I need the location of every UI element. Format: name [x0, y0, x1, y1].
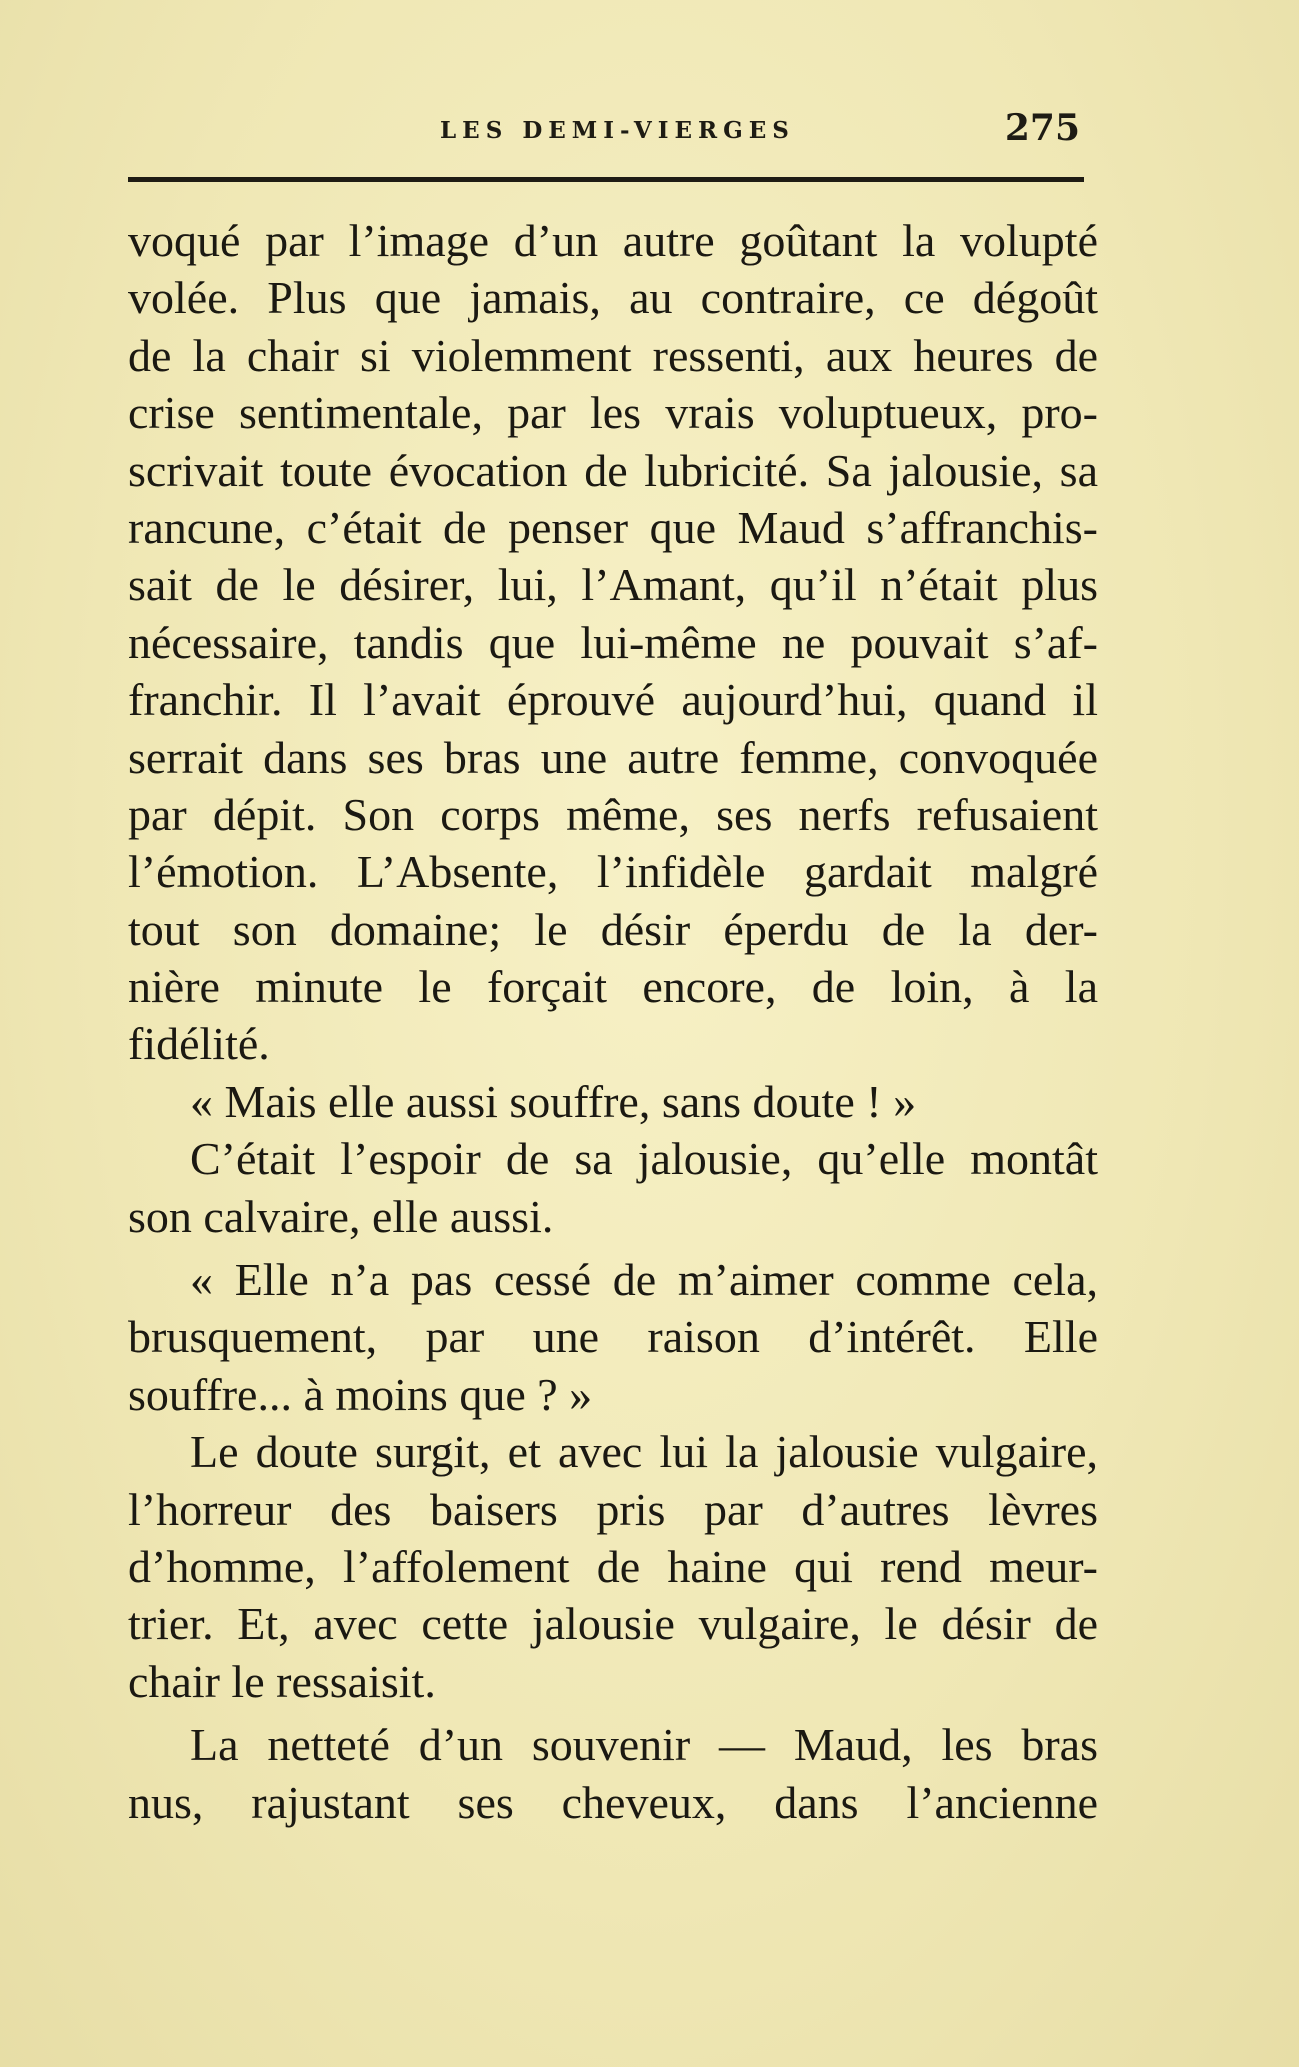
- text-line: fidélité.: [128, 1018, 270, 1070]
- text-line: crise sentimentale, par les vrais voluptueux, pro-: [128, 387, 1098, 439]
- text-line: l’émotion. L’Absente, l’infidèle gardait malgré: [128, 846, 1098, 898]
- page-number: 275: [1004, 107, 1080, 149]
- text-line: sait de le désirer, lui, l’Amant, qu’il n’était plus: [128, 559, 1098, 611]
- text-line: par dépit. Son corps même, ses nerfs refusaient: [128, 788, 1098, 840]
- text-line: scrivait toute évocation de lubricité. Sa jalousie, sa: [128, 444, 1098, 496]
- text-line: nécessaire, tandis que lui-même ne pouvait s’af-: [128, 616, 1098, 668]
- text-line: tout son domaine; le désir éperdu de la der-: [128, 903, 1098, 955]
- text-line: « Mais elle aussi souffre, sans doute ! »: [190, 1075, 917, 1127]
- text-line: brusquement, par une raison d’intérêt. Elle: [128, 1311, 1098, 1363]
- text-line: C’était l’espoir de sa jalousie, qu’elle montât: [190, 1133, 1098, 1185]
- body-text: [128, 212, 1098, 1831]
- text-line: rancune, c’était de penser que Maud s’affranchis-: [128, 501, 1098, 553]
- text-line: chair le ressaisit.: [128, 1655, 436, 1707]
- text-line: serrait dans ses bras une autre femme, convoquée: [128, 731, 1098, 783]
- text-line: volée. Plus que jamais, au contraire, ce dégoût: [128, 272, 1098, 324]
- text-line: d’homme, l’affolement de haine qui rend meur-: [128, 1540, 1098, 1592]
- text-line: son calvaire, elle aussi.: [128, 1190, 554, 1242]
- text-line: voqué par l’image d’un autre goûtant la volupté: [128, 215, 1098, 266]
- header-rule: [128, 177, 1084, 182]
- text-line: « Elle n’a pas cessé de m’aimer comme cela,: [190, 1254, 1098, 1306]
- running-head: [130, 105, 1080, 155]
- text-line: nière minute le forçait encore, de loin, à la: [128, 961, 1098, 1013]
- text-line: nus, rajustant ses cheveux, dans l’ancienne: [128, 1776, 1098, 1828]
- text-line: franchir. Il l’avait éprouvé aujourd’hui, quand il: [128, 674, 1098, 726]
- text-line: trier. Et, avec cette jalousie vulgaire, le désir de: [128, 1598, 1098, 1650]
- running-title: LES DEMI-VIERGES: [440, 117, 795, 144]
- text-line: souffre... à moins que ? »: [128, 1368, 593, 1420]
- text-line: La netteté d’un souvenir — Maud, les bras: [190, 1719, 1098, 1771]
- text-line: Le doute surgit, et avec lui la jalousie vulgaire,: [190, 1426, 1098, 1478]
- text-line: de la chair si violemment ressenti, aux heures de: [128, 329, 1098, 381]
- text-line: l’horreur des baisers pris par d’autres lèvres: [128, 1483, 1098, 1535]
